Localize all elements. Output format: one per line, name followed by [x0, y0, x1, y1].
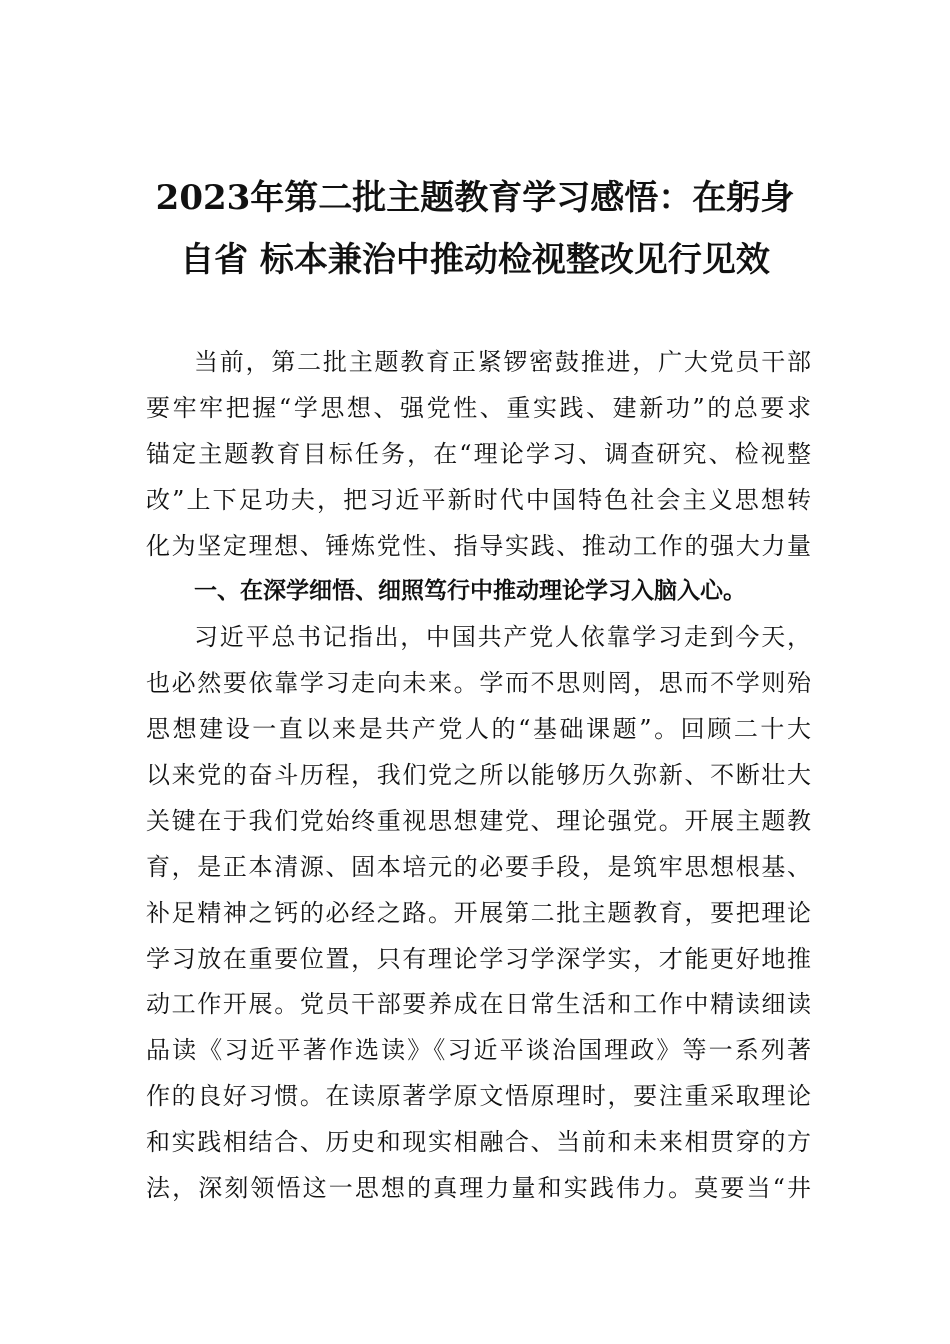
paragraph-2-line: 关键在于我们党始终重视思想建党、理论强党。开展主题教: [146, 806, 811, 835]
paragraph-2-line: 品读《习近平著作选读》《习近平谈治国理政》等一系列著: [146, 1036, 811, 1065]
paragraph-2-line: 补足精神之钙的必经之路。开展第二批主题教育，要把理论: [146, 898, 811, 927]
document-title-line-1: 2023年第二批主题教育学习感悟：在躬身: [155, 178, 795, 218]
paragraph-2-line: 学习放在重要位置，只有理论学习学深学实，才能更好地推: [146, 944, 811, 973]
paragraph-2-line: 作的良好习惯。在读原著学原文悟原理时，要注重采取理论: [146, 1082, 811, 1111]
paragraph-1-line: 改”上下足功夫，把习近平新时代中国特色社会主义思想转: [146, 485, 811, 514]
paragraph-1-line: 要牢牢把握“学思想、强党性、重实践、建新功”的总要求: [146, 393, 811, 422]
paragraph-2-line: 以来党的奋斗历程，我们党之所以能够历久弥新、不断壮大: [146, 761, 811, 790]
paragraph-1-line: 锚定主题教育目标任务，在“理论学习、调查研究、检视整: [146, 439, 811, 468]
paragraph-2-line: 思想建设一直以来是共产党人的“基础课题”。回顾二十大: [146, 715, 811, 744]
document-body: [146, 340, 811, 1212]
paragraph-2-line: 法，深刻领悟这一思想的真理力量和实践伟力。莫要当“井: [146, 1174, 811, 1203]
paragraph-2-line: 育，是正本清源、固本培元的必要手段，是筑牢思想根基、: [146, 852, 811, 881]
paragraph-1-line: 化为坚定理想、锤炼党性、指导实践、推动工作的强大力量: [146, 531, 811, 560]
document-title-line-2: 自省 标本兼治中推动检视整改见行见效: [180, 240, 770, 280]
paragraph-2-line: 也必然要依靠学习走向未来。学而不思则罔，思而不学则殆: [146, 669, 811, 698]
section-1-heading: 一、在深学细悟、细照笃行中推动理论学习入脑入心。: [194, 578, 746, 605]
paragraph-2-line: 和实践相结合、历史和现实相融合、当前和未来相贯穿的方: [146, 1128, 811, 1157]
paragraph-2-line: 动工作开展。党员干部要养成在日常生活和工作中精读细读: [146, 990, 811, 1019]
paragraph-2-line: 习近平总书记指出，中国共产党人依靠学习走到今天，: [194, 623, 811, 652]
paragraph-1-line: 当前，第二批主题教育正紧锣密鼓推进，广大党员干部: [194, 348, 811, 376]
